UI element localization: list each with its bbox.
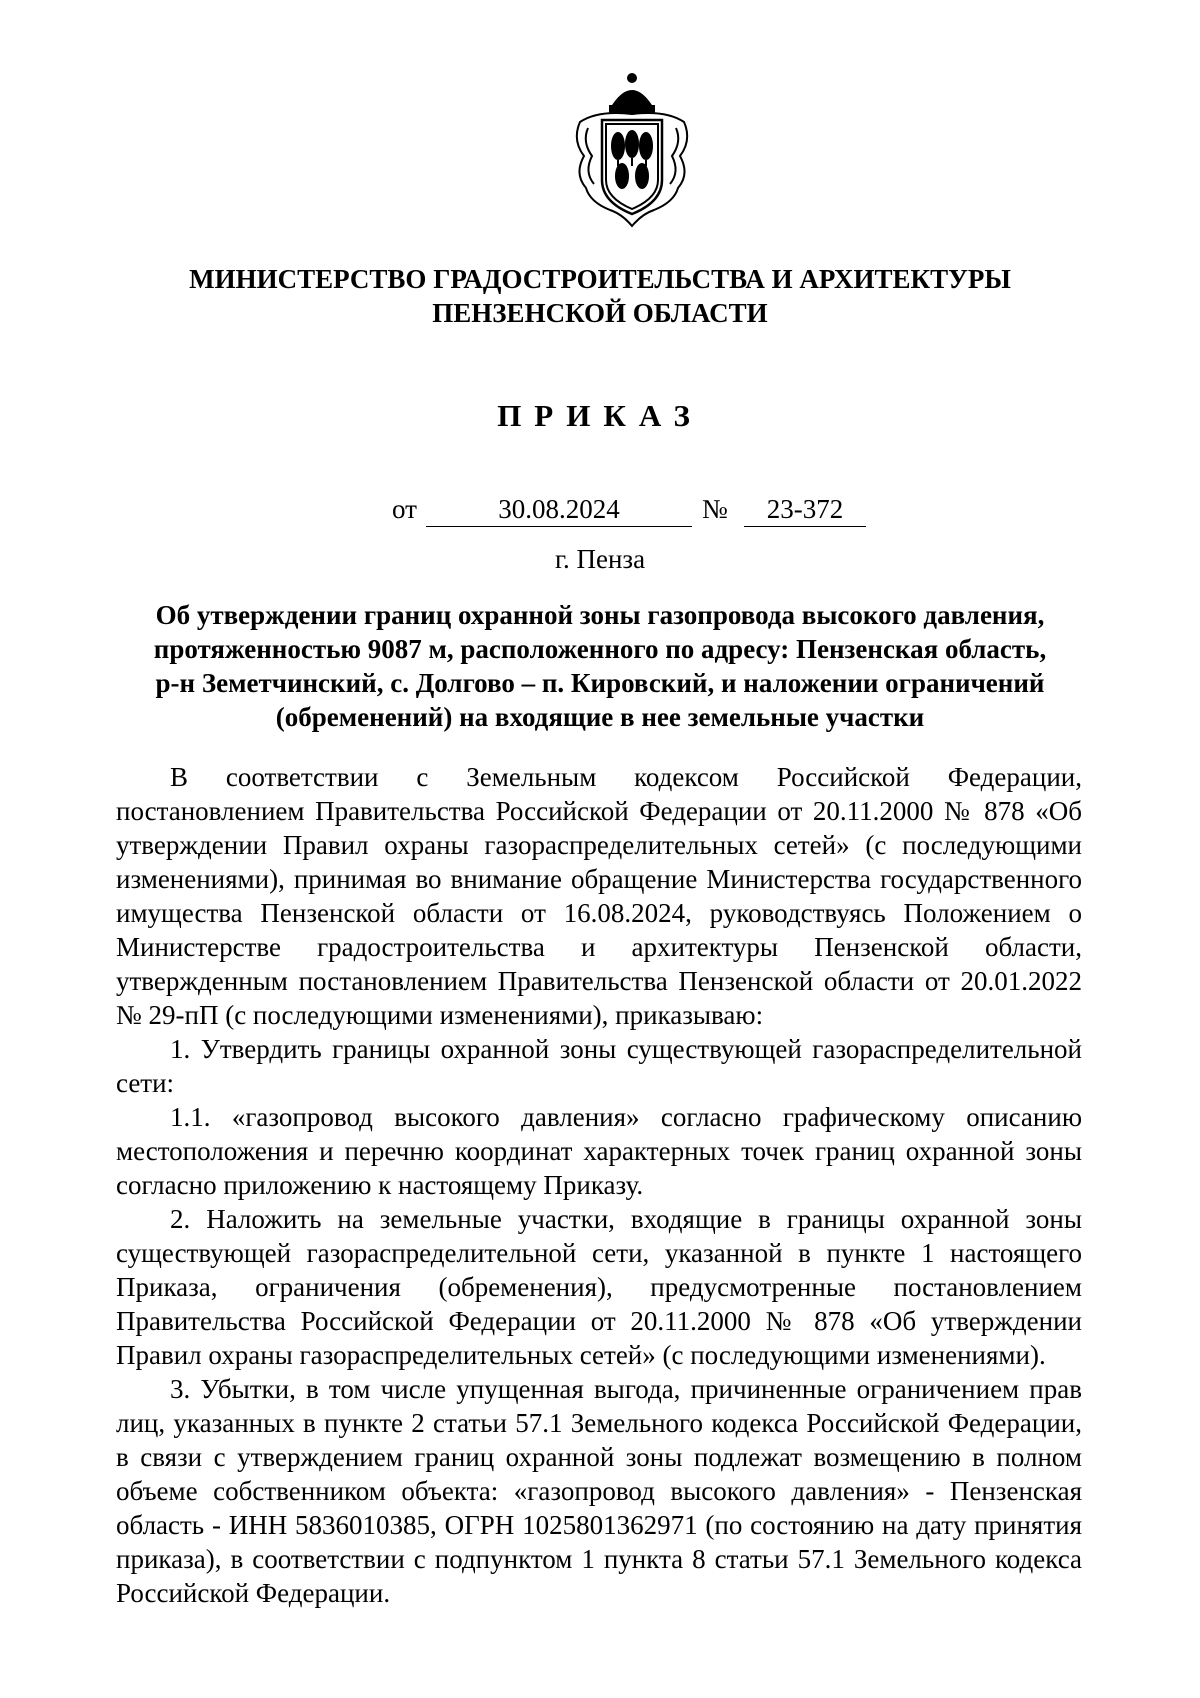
ministry-name-line2: ПЕНЗЕНСКОЙ ОБЛАСТИ xyxy=(432,298,768,328)
order-number: 23-372 xyxy=(744,494,866,527)
order-city: г. Пенза xyxy=(554,544,646,574)
body-paragraph-1-1: 1.1. «газопровод высокого давления» согласно графическому описанию местоположения и перечню координат характерных точек границ охранной зоны согласно приложению к настоящему Приказу. xyxy=(116,1102,1082,1200)
body-paragraph-3: 3. Убытки, в том числе упущенная выгода, причиненные ограничением прав лиц, указанных в пункте 2 статьи 57.1 Земельного кодекса Российской Федерации, в связи с утверждением границ охранной зоны подлежат возмещению в полном объеме собственником объекта: «газопровод высокого давления» - Пензенская область - ИНН 5836010385, ОГРН 1025801362971 (по состоянию на дату принятия приказа), в соответствии с подпунктом 1 пункта 8 статьи 57.1 Земельного кодекса Российской Федерации. xyxy=(116,1374,1082,1608)
date-prefix: от xyxy=(392,494,417,524)
ministry-name-line1: МИНИСТЕРСТВО ГРАДОСТРОИТЕЛЬСТВА И АРХИТЕКТУРЫ xyxy=(189,264,1011,294)
coat-of-arms-emblem xyxy=(570,70,694,228)
subject-line: (обременений) на входящие в нее земельные участки xyxy=(275,702,925,732)
body-paragraph-preamble: В соответствии с Земельным кодексом Российской Федерации, постановлением Правительства Российской Федерации от 20.11.2000 № 878 «Об утверждении Правил охраны газораспределительных сетей» (с последующими изменениями), принимая во внимание обращение Министерства государственного имущества Пензенской области от 16.08.2024, руководствуясь Положением о Министерстве градостроительства и архитектуры Пензенской области, утвержденным постановлением Правительства Пензенской области от 20.01.2022 № 29-пП (с последующими изменениями), приказываю: xyxy=(116,762,1082,1030)
body-paragraph-1: 1. Утвердить границы охранной зоны существующей газораспределительной сети: xyxy=(116,1034,1082,1098)
order-subject xyxy=(118,598,1082,734)
subject-line: протяженностью 9087 м, расположенного по адресу: Пензенская область, xyxy=(153,634,1047,664)
order-date: 30.08.2024 xyxy=(426,494,692,527)
subject-line: Об утверждении границ охранной зоны газопровода высокого давления, xyxy=(155,600,1045,630)
order-body xyxy=(116,760,1082,1610)
body-paragraph-2: 2. Наложить на земельные участки, входящие в границы охранной зоны существующей газораспределительной сети, указанной в пункте 1 настоящего Приказа, ограничения (обременения), предусмотренные постановлением Правительства Российской Федерации от 20.11.2000 № 878 «Об утверждении Правил охраны газораспределительных сетей» (с последующими изменениями). xyxy=(116,1204,1082,1370)
order-title: ПРИКАЗ xyxy=(497,398,703,433)
ministry-name xyxy=(0,262,1200,330)
number-sign: № xyxy=(702,494,728,524)
subject-line: р-н Земетчинский, с. Долгово – п. Кировский, и наложении ограничений xyxy=(155,668,1045,698)
